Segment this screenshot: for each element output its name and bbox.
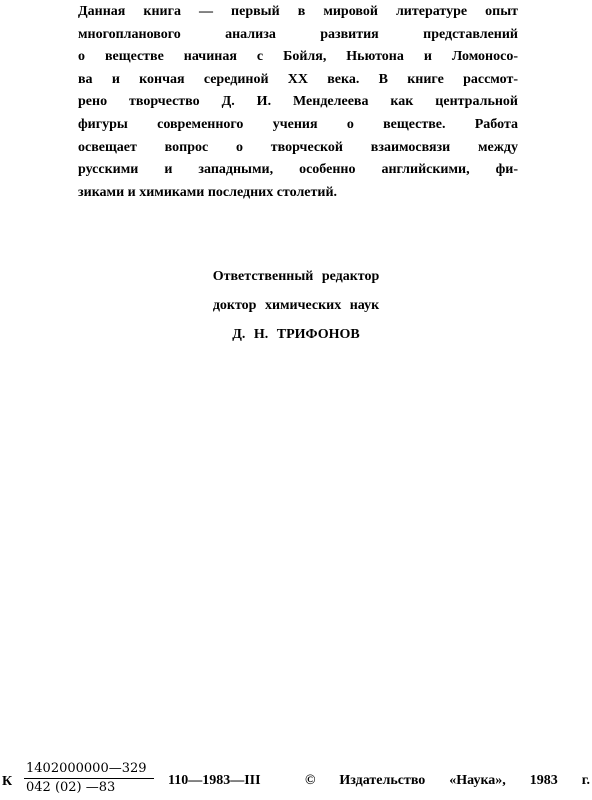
abstract-text (78, 1, 518, 204)
editor-degree: доктор химических наук (212, 298, 380, 313)
copyright-line: © Издательство «Наука», 1983 г. (305, 773, 590, 788)
imprint-code: 110—1983—III (168, 773, 261, 788)
imprint-footer (0, 760, 592, 800)
abstract-line: о веществе начиная с Бойля, Ньютона и Ломоносо- (78, 49, 518, 65)
abstract-line: Данная книга — первый в мировой литературе опыт (78, 4, 518, 19)
abstract-line: освещает вопрос о творческой взаимосвязи между (78, 139, 518, 155)
abstract-line: русскими и западными, особенно английскими, фи- (78, 162, 518, 178)
imprint-fraction (24, 760, 154, 797)
imprint-k-letter: К (2, 774, 13, 789)
imprint-fraction-numerator: 1402000000—329 (26, 761, 147, 776)
abstract-line: рено творчество Д. И. Менделеева как центральной (78, 94, 518, 110)
editor-role: Ответственный редактор (212, 269, 380, 284)
abstract-line: ва и кончая серединой XX века. В книге рассмот- (78, 71, 518, 87)
abstract-line: зиками и химиками последних столетий. (78, 184, 338, 200)
editor-name: Д. Н. ТРИФОНОВ (232, 327, 360, 342)
editor-block (0, 262, 592, 349)
abstract-line: многопланового анализа развития представлений (78, 26, 518, 42)
abstract-line: фигуры современного учения о веществе. Работа (78, 116, 518, 132)
imprint-fraction-denominator: 042 (02) —83 (26, 780, 116, 795)
